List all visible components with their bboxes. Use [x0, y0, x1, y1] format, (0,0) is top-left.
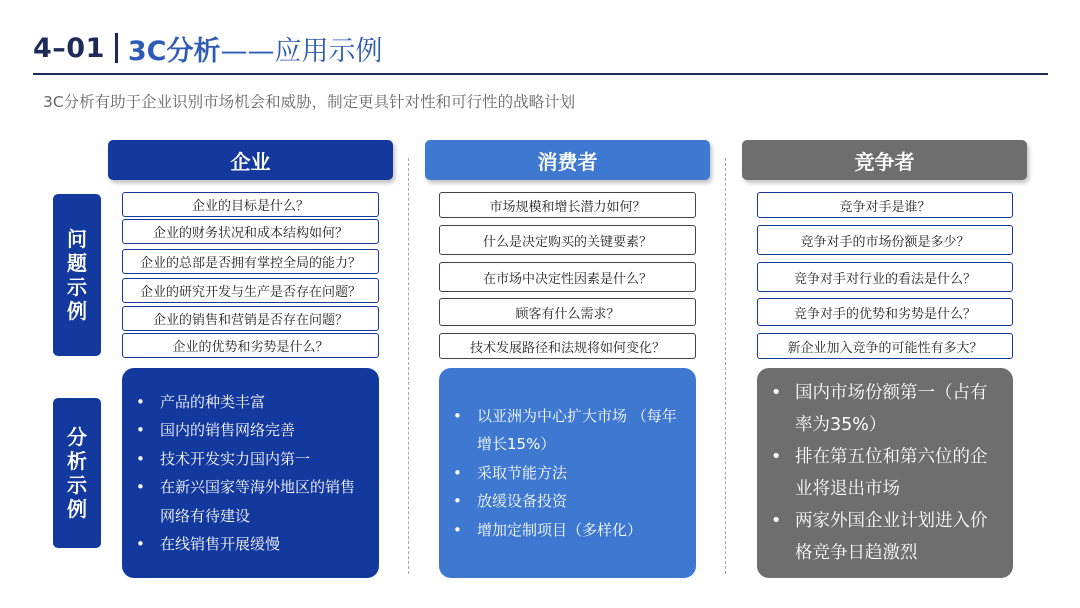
- section-number: 4–01: [33, 32, 105, 64]
- question-item: 竞争对手是谁？: [757, 192, 1013, 218]
- analysis-list: [477, 402, 680, 545]
- analysis-panel-company: [122, 368, 379, 578]
- question-item: 企业的优势和劣势是什么？: [122, 333, 379, 358]
- title-sub: ——应用示例: [220, 35, 383, 67]
- analysis-item: • 在线销售开展缓慢: [160, 530, 365, 559]
- question-item: 企业的财务状况和成本结构如何？: [122, 219, 379, 244]
- question-item: 竞争对手的市场份额是多少？: [757, 225, 1013, 255]
- question-item: 新企业加入竞争的可能性有多大？: [757, 333, 1013, 359]
- question-item: 企业的销售和营销是否存在问题？: [122, 306, 379, 331]
- analysis-panel-competitor: [757, 368, 1013, 578]
- column-header-customer: 消费者: [425, 140, 710, 180]
- analysis-item: • 两家外国企业计划进入价格竞争日趋激烈: [795, 505, 999, 569]
- column-header-company: 企业: [108, 140, 393, 180]
- analysis-item: • 国内的销售网络完善: [160, 416, 365, 445]
- question-item: 市场规模和增长潜力如何？: [439, 192, 696, 218]
- question-item: 企业的总部是否拥有掌控全局的能力？: [122, 249, 379, 274]
- analysis-item: • 排在第五位和第六位的企业将退出市场: [795, 441, 999, 505]
- question-item: 在市场中决定性因素是什么？: [439, 262, 696, 292]
- side-label-analysis-text: 分析示例: [67, 425, 87, 521]
- page-title: [33, 26, 382, 70]
- question-item: 什么是决定购买的关键要素？: [439, 225, 696, 255]
- side-label-questions: [53, 194, 101, 356]
- column-divider: [408, 158, 409, 574]
- analysis-item: • 放缓设备投资: [477, 487, 680, 516]
- question-item: 技术发展路径和法规将如何变化？: [439, 333, 696, 359]
- side-label-analysis: [53, 398, 101, 548]
- question-item: 企业的目标是什么？: [122, 192, 379, 217]
- column-divider: [725, 158, 726, 574]
- analysis-item: • 国内市场份额第一（占有率为35%）: [795, 377, 999, 441]
- analysis-list: [795, 377, 999, 569]
- analysis-panel-customer: [439, 368, 696, 578]
- analysis-item: • 以亚洲为中心扩大市场 （每年增长15%）: [477, 402, 680, 459]
- question-item: 顾客有什么需求？: [439, 298, 696, 326]
- title-underline: [33, 73, 1048, 75]
- page-subtitle: 3C分析有助于企业识别市场机会和威胁，制定更具针对性和可行性的战略计划: [43, 93, 576, 111]
- title-main: 3C分析: [127, 35, 221, 67]
- analysis-item: • 增加定制项目（多样化）: [477, 516, 680, 545]
- analysis-item: • 产品的种类丰富: [160, 388, 365, 417]
- question-item: 企业的研究开发与生产是否存在问题？: [122, 278, 379, 303]
- analysis-item: • 采取节能方法: [477, 459, 680, 488]
- side-label-questions-text: 问题示例: [67, 227, 87, 323]
- analysis-item: • 在新兴国家等海外地区的销售网络有待建设: [160, 473, 365, 530]
- analysis-list: [160, 388, 365, 559]
- question-item: 竞争对手的优势和劣势是什么？: [757, 298, 1013, 326]
- title-separator: [115, 33, 118, 63]
- analysis-item: • 技术开发实力国内第一: [160, 445, 365, 474]
- column-header-competitor: 竞争者: [742, 140, 1027, 180]
- question-item: 竞争对手对行业的看法是什么？: [757, 262, 1013, 292]
